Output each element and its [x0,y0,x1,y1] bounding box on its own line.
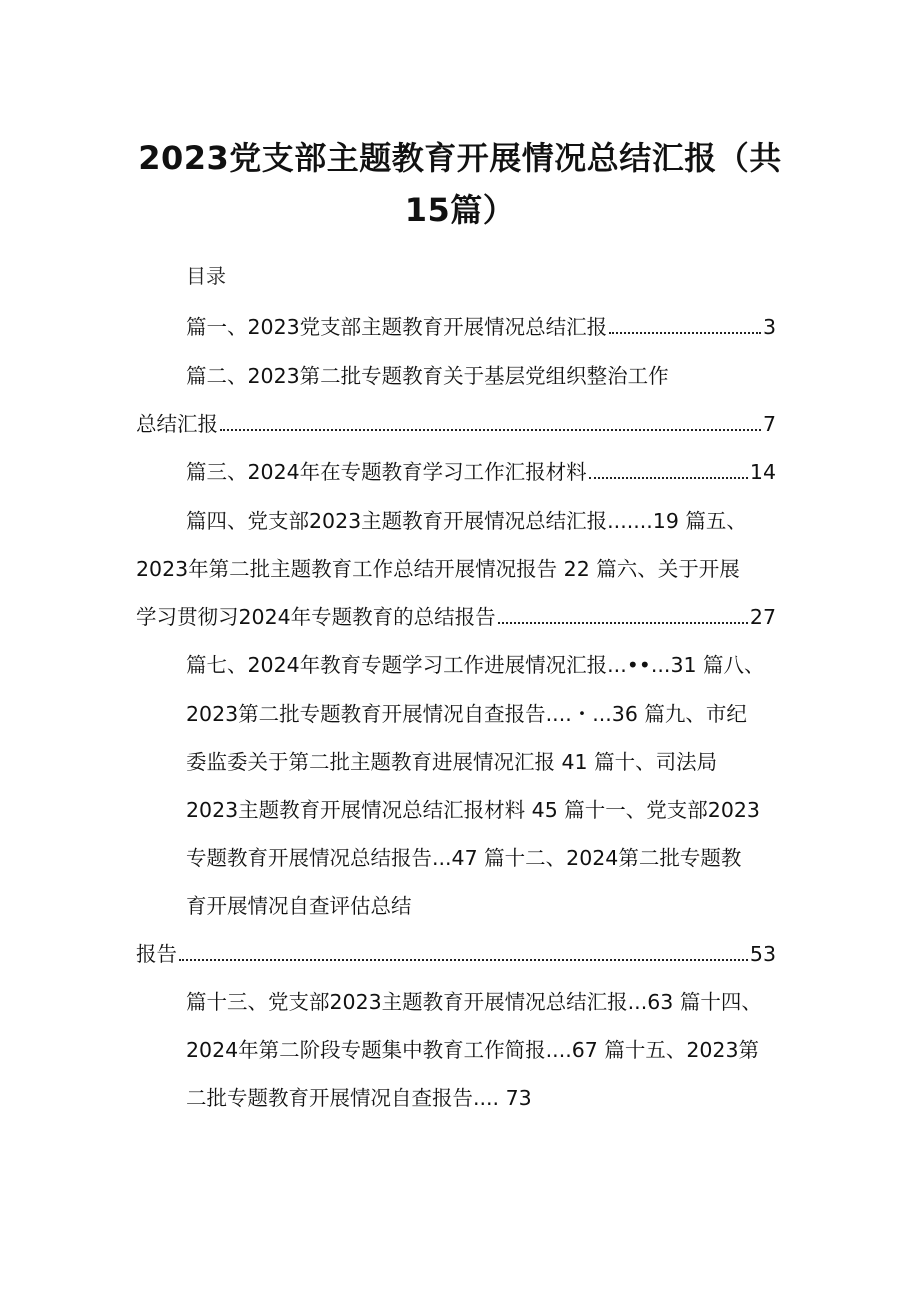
toc-entry-12-line[interactable]: 育开展情况自查评估总结 [186,894,412,918]
dot-leader [498,622,748,624]
toc-entry-page: 14 [749,460,776,484]
toc-entry-2-line-2[interactable] [136,409,776,439]
toc-entry-text: 总结汇报 [136,412,218,436]
toc-entry-8-line[interactable]: 2023第二批专题教育开展情况自查报告....・...36 篇九、市纪 [186,702,747,726]
toc-entry-5-line[interactable]: 2023年第二批主题教育工作总结开展情况报告 22 篇六、关于开展 [136,557,740,581]
dot-leader [609,332,761,334]
dot-leader [589,477,748,479]
dot-leader [179,959,748,961]
document-title-line-2: 15篇） [404,191,516,229]
toc-entry-10-line[interactable]: 2023主题教育开展情况总结汇报材料 45 篇十一、党支部2023 [186,798,760,822]
toc-entry-6-line[interactable] [136,602,776,632]
toc-entry-1[interactable] [186,312,776,342]
toc-entry-9-line[interactable]: 委监委关于第二批主题教育进展情况汇报 41 篇十、司法局 [186,750,718,774]
dot-leader [220,429,761,431]
toc-entry-12-line-2[interactable] [136,939,776,969]
toc-entry-page: 27 [749,605,776,629]
toc-entry-13-line[interactable]: 篇十三、党支部2023主题教育开展情况总结汇报...63 篇十四、 [186,990,762,1014]
toc-entry-text: 学习贯彻习2024年专题教育的总结报告 [136,605,496,629]
toc-entry-7-line[interactable]: 篇七、2024年教育专题学习工作进展情况汇报...••...31 篇八、 [186,653,765,677]
document-title-line-1: 2023党支部主题教育开展情况总结汇报（共 [138,139,782,177]
toc-entry-14-line[interactable]: 2024年第二阶段专题集中教育工作简报....67 篇十五、2023第 [186,1038,760,1062]
toc-entry-4-line[interactable]: 篇四、党支部2023主题教育开展情况总结汇报.......19 篇五、 [186,509,747,533]
toc-entry-page: 3 [762,315,776,339]
toc-entry-2-line-1[interactable]: 篇二、2023第二批专题教育关于基层党组织整治工作 [186,364,669,388]
toc-entry-15-line[interactable]: 二批专题教育开展情况自查报告.... 73 [186,1086,532,1110]
toc-entry-text: 篇三、2024年在专题教育学习工作汇报材料 [186,460,587,484]
toc-entry-page: 53 [749,942,776,966]
toc-entry-text: 篇一、2023党支部主题教育开展情况总结汇报 [186,315,608,339]
toc-entry-text: 报告 [136,942,177,966]
toc-heading: 目录 [186,264,226,288]
toc-entry-11-line[interactable]: 专题教育开展情况总结报告...47 篇十二、2024第二批专题教 [186,846,742,870]
toc-entry-page: 7 [762,412,776,436]
toc-entry-3[interactable] [186,457,776,487]
